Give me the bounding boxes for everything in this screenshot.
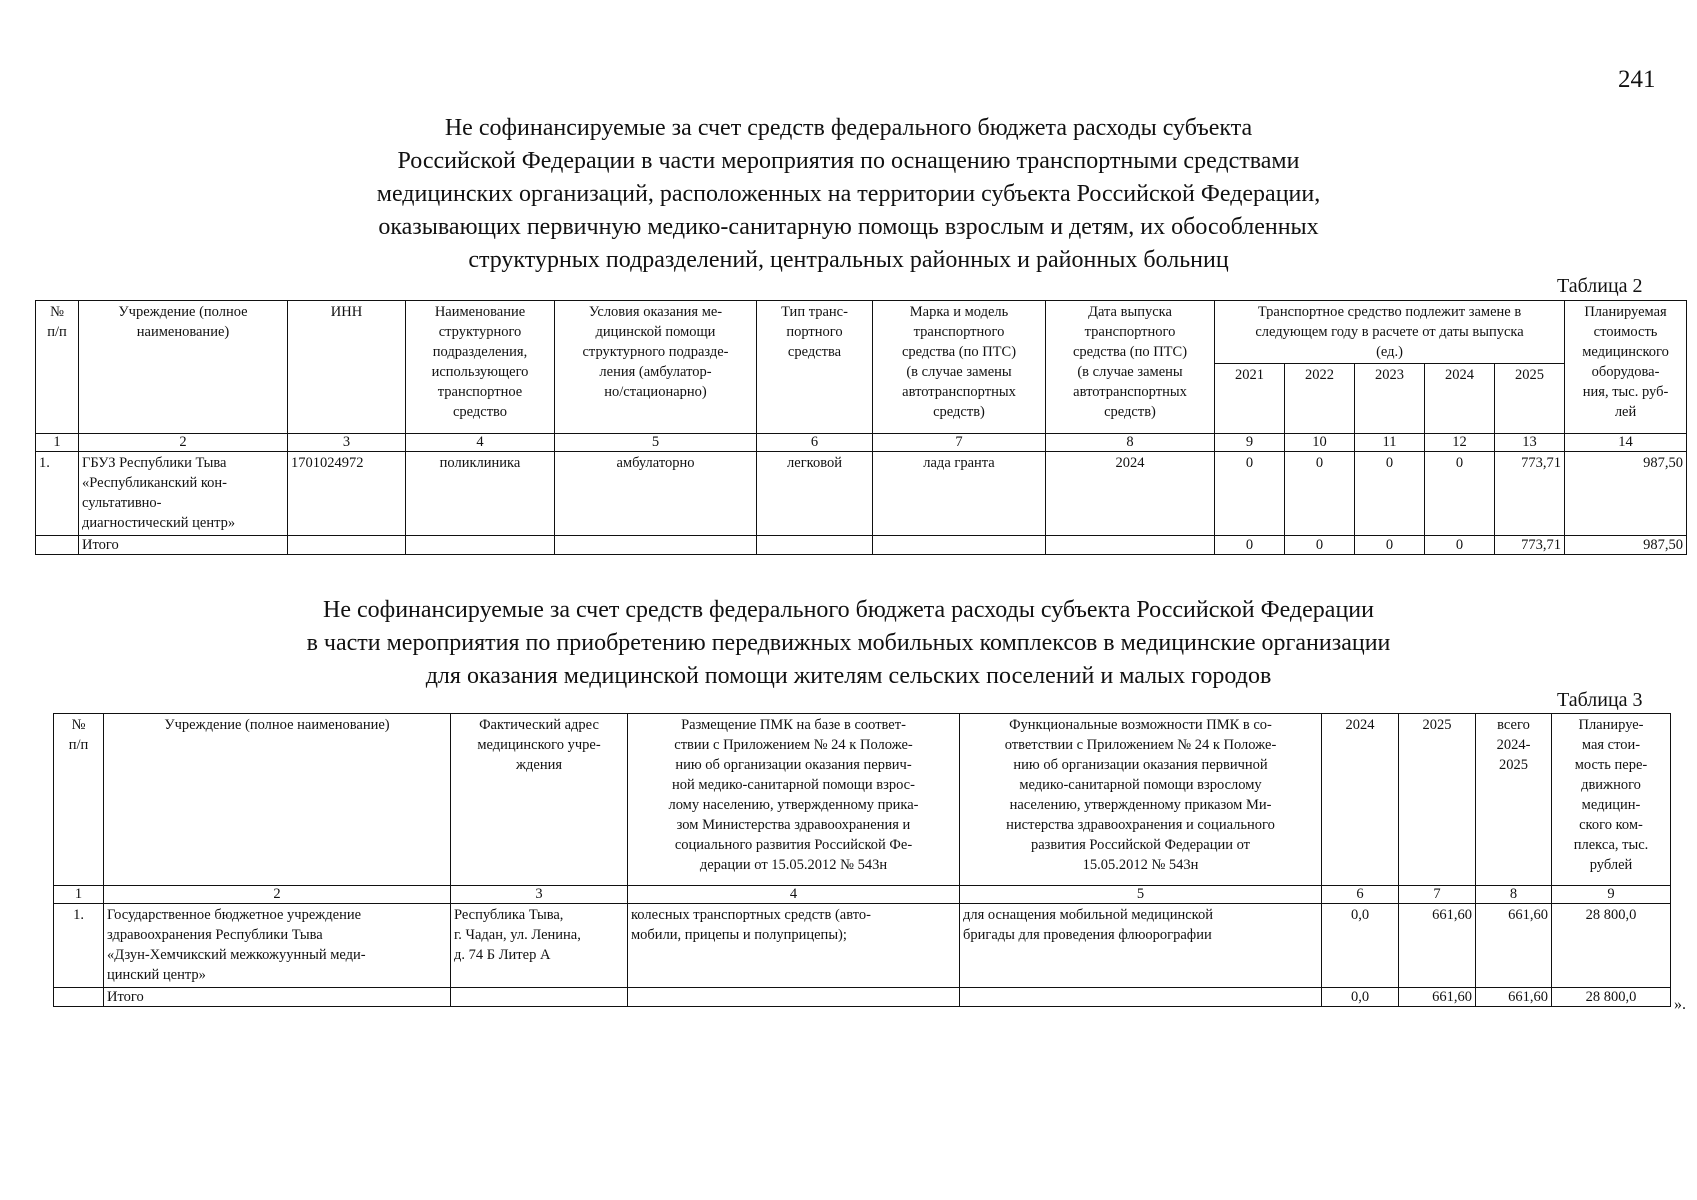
total-empty: [960, 988, 1322, 1007]
total-empty: [757, 536, 873, 555]
row-cost: 28 800,0: [1552, 904, 1671, 988]
column-number: 14: [1565, 434, 1687, 452]
column-number: 8: [1476, 886, 1552, 904]
header-brand: Марка и модель транспортного средства (по ПТС) (в случае замены автотранспортных средств): [873, 301, 1046, 434]
row-placement: колесных транспортных средств (авто- мобили, прицепы и полуприцепы);: [628, 904, 960, 988]
row-institution: ГБУЗ Республики Тыва «Республиканский кон- сультативно- диагностический центр»: [79, 452, 288, 536]
row-year-2025: 661,60: [1399, 904, 1476, 988]
header-year-2024: 2024: [1322, 714, 1399, 886]
column-number: 13: [1495, 434, 1565, 452]
total-row: [36, 536, 1687, 555]
column-number: 9: [1215, 434, 1285, 452]
table2: [35, 300, 1687, 555]
column-number: 1: [54, 886, 104, 904]
total-year-value: 773,71: [1495, 536, 1565, 555]
row-brand: лада гранта: [873, 452, 1046, 536]
row-functions: для оснащения мобильной медицинской бригады для проведения флюорографии: [960, 904, 1322, 988]
column-number: 4: [406, 434, 555, 452]
total-empty: [406, 536, 555, 555]
column-number: 3: [451, 886, 628, 904]
total-cost: 28 800,0: [1552, 988, 1671, 1007]
table3: [53, 713, 1671, 1007]
header-inn: ИНН: [288, 301, 406, 434]
total-empty: [1046, 536, 1215, 555]
total-year-2025: 661,60: [1399, 988, 1476, 1007]
header-num: № п/п: [36, 301, 79, 434]
header-cost: Планируе- мая стои- мость пере- движного медицин- ского ком- плекса, тыс. рублей: [1552, 714, 1671, 886]
column-number: 8: [1046, 434, 1215, 452]
row-num: 1.: [36, 452, 79, 536]
row-subdivision: поликлиника: [406, 452, 555, 536]
header-num: № п/п: [54, 714, 104, 886]
column-number-row: [54, 886, 1671, 904]
column-number: 2: [79, 434, 288, 452]
column-number: 5: [555, 434, 757, 452]
header-year: 2025: [1495, 364, 1565, 434]
header-institution: Учреждение (полное наименование): [79, 301, 288, 434]
row-vehicle-type: легковой: [757, 452, 873, 536]
total-row: [54, 988, 1671, 1007]
table-row: [54, 904, 1671, 988]
header-year: 2021: [1215, 364, 1285, 434]
total-empty: [36, 536, 79, 555]
total-label: Итого: [104, 988, 451, 1007]
column-number: 5: [960, 886, 1322, 904]
column-number: 4: [628, 886, 960, 904]
row-institution: Государственное бюджетное учреждение здравоохранения Республики Тыва «Дзун-Хемчикский межкожуунный меди- цинский центр»: [104, 904, 451, 988]
row-year-value: 0: [1355, 452, 1425, 536]
column-number: 11: [1355, 434, 1425, 452]
header-year: 2023: [1355, 364, 1425, 434]
column-number: 12: [1425, 434, 1495, 452]
row-conditions: амбулаторно: [555, 452, 757, 536]
heading-line: Российской Федерации в части мероприятия по оснащению транспортными средствами: [397, 148, 1300, 174]
header-functions: Функциональные возможности ПМК в со- ответствии с Приложением № 24 к Положе- нию об организации оказания первичной медико-санитарной помощи взрослому населению, утвержденному приказом Ми- нистерства здравоохранения и социального развития Российской Федерации от 15.05.2012 № 543н: [960, 714, 1322, 886]
column-number: 10: [1285, 434, 1355, 452]
total-empty: [54, 988, 104, 1007]
total-year-value: 0: [1355, 536, 1425, 555]
header-year-2025: 2025: [1399, 714, 1476, 886]
column-number: 1: [36, 434, 79, 452]
total-year-value: 0: [1425, 536, 1495, 555]
heading-line: в части мероприятия по приобретению передвижных мобильных комплексов в медицинские организации: [306, 630, 1391, 656]
page-number: 241: [1618, 66, 1656, 93]
header-replacement: Транспортное средство подлежит замене в следующем году в расчете от даты выпуска (ед.): [1215, 301, 1565, 364]
column-number: 9: [1552, 886, 1671, 904]
header-release-date: Дата выпуска транспортного средства (по ПТС) (в случае замены автотранспортных средств): [1046, 301, 1215, 434]
row-year-value: 773,71: [1495, 452, 1565, 536]
row-release-date: 2024: [1046, 452, 1215, 536]
row-year-2024: 0,0: [1322, 904, 1399, 988]
heading-line: для оказания медицинской помощи жителям сельских поселений и малых городов: [425, 663, 1272, 689]
header-address: Фактический адрес медицинского учре- ждения: [451, 714, 628, 886]
row-year-value: 0: [1285, 452, 1355, 536]
total-empty: [628, 988, 960, 1007]
total-total: 661,60: [1476, 988, 1552, 1007]
header-total: всего 2024- 2025: [1476, 714, 1552, 886]
table3-heading: [100, 594, 1597, 693]
row-year-value: 0: [1215, 452, 1285, 536]
row-num: 1.: [54, 904, 104, 988]
heading-line: структурных подразделений, центральных районных и районных больниц: [468, 247, 1229, 273]
row-address: Республика Тыва, г. Чадан, ул. Ленина, д. 74 Б Литер А: [451, 904, 628, 988]
heading-line: медицинских организаций, расположенных на территории субъекта Российской Федерации,: [376, 181, 1321, 207]
header-vehicle-type: Тип транс- портного средства: [757, 301, 873, 434]
heading-line: Не софинансируемые за счет средств федерального бюджета расходы субъекта Российской Федерации: [323, 597, 1374, 623]
header-cost: Планируемая стоимость медицинского оборудова- ния, тыс. руб- лей: [1565, 301, 1687, 434]
heading-line: Не софинансируемые за счет средств федерального бюджета расходы субъекта: [444, 115, 1253, 141]
closing-quote-mark: ».: [1674, 996, 1686, 1013]
row-inn: 1701024972: [288, 452, 406, 536]
total-empty: [555, 536, 757, 555]
header-year: 2022: [1285, 364, 1355, 434]
table-row: [36, 452, 1687, 536]
total-year-2024: 0,0: [1322, 988, 1399, 1007]
table3-caption: Таблица 3: [1557, 689, 1643, 711]
row-cost: 987,50: [1565, 452, 1687, 536]
header-conditions: Условия оказания ме- дицинской помощи структурного подразде- ления (амбулатор- но/стационарно): [555, 301, 757, 434]
total-year-value: 0: [1285, 536, 1355, 555]
total-cost: 987,50: [1565, 536, 1687, 555]
row-total: 661,60: [1476, 904, 1552, 988]
column-number: 7: [873, 434, 1046, 452]
heading-line: оказывающих первичную медико-санитарную помощь взрослым и детям, их обособленных: [378, 214, 1319, 240]
column-number: 6: [757, 434, 873, 452]
table-header-row: [54, 714, 1671, 886]
column-number: 3: [288, 434, 406, 452]
total-year-value: 0: [1215, 536, 1285, 555]
column-number: 7: [1399, 886, 1476, 904]
total-empty: [873, 536, 1046, 555]
row-year-value: 0: [1425, 452, 1495, 536]
table-header-row: [36, 301, 1687, 364]
total-empty: [451, 988, 628, 1007]
total-label: Итого: [79, 536, 288, 555]
column-number: 6: [1322, 886, 1399, 904]
header-placement: Размещение ПМК на базе в соответ- ствии с Приложением № 24 к Положе- нию об организации оказания первич- ной медико-санитарной помощи взрос- лому населению, утвержденному прика- зом Министерства здравоохранения и социального развития Российской Фе- дерации от 15.05.2012 № 543н: [628, 714, 960, 886]
header-institution: Учреждение (полное наименование): [104, 714, 451, 886]
header-subdivision: Наименование структурного подразделения, использующего транспортное средство: [406, 301, 555, 434]
table2-caption: Таблица 2: [1557, 275, 1643, 297]
column-number-row: [36, 434, 1687, 452]
column-number: 2: [104, 886, 451, 904]
total-empty: [288, 536, 406, 555]
header-year: 2024: [1425, 364, 1495, 434]
table2-heading: [200, 112, 1497, 277]
